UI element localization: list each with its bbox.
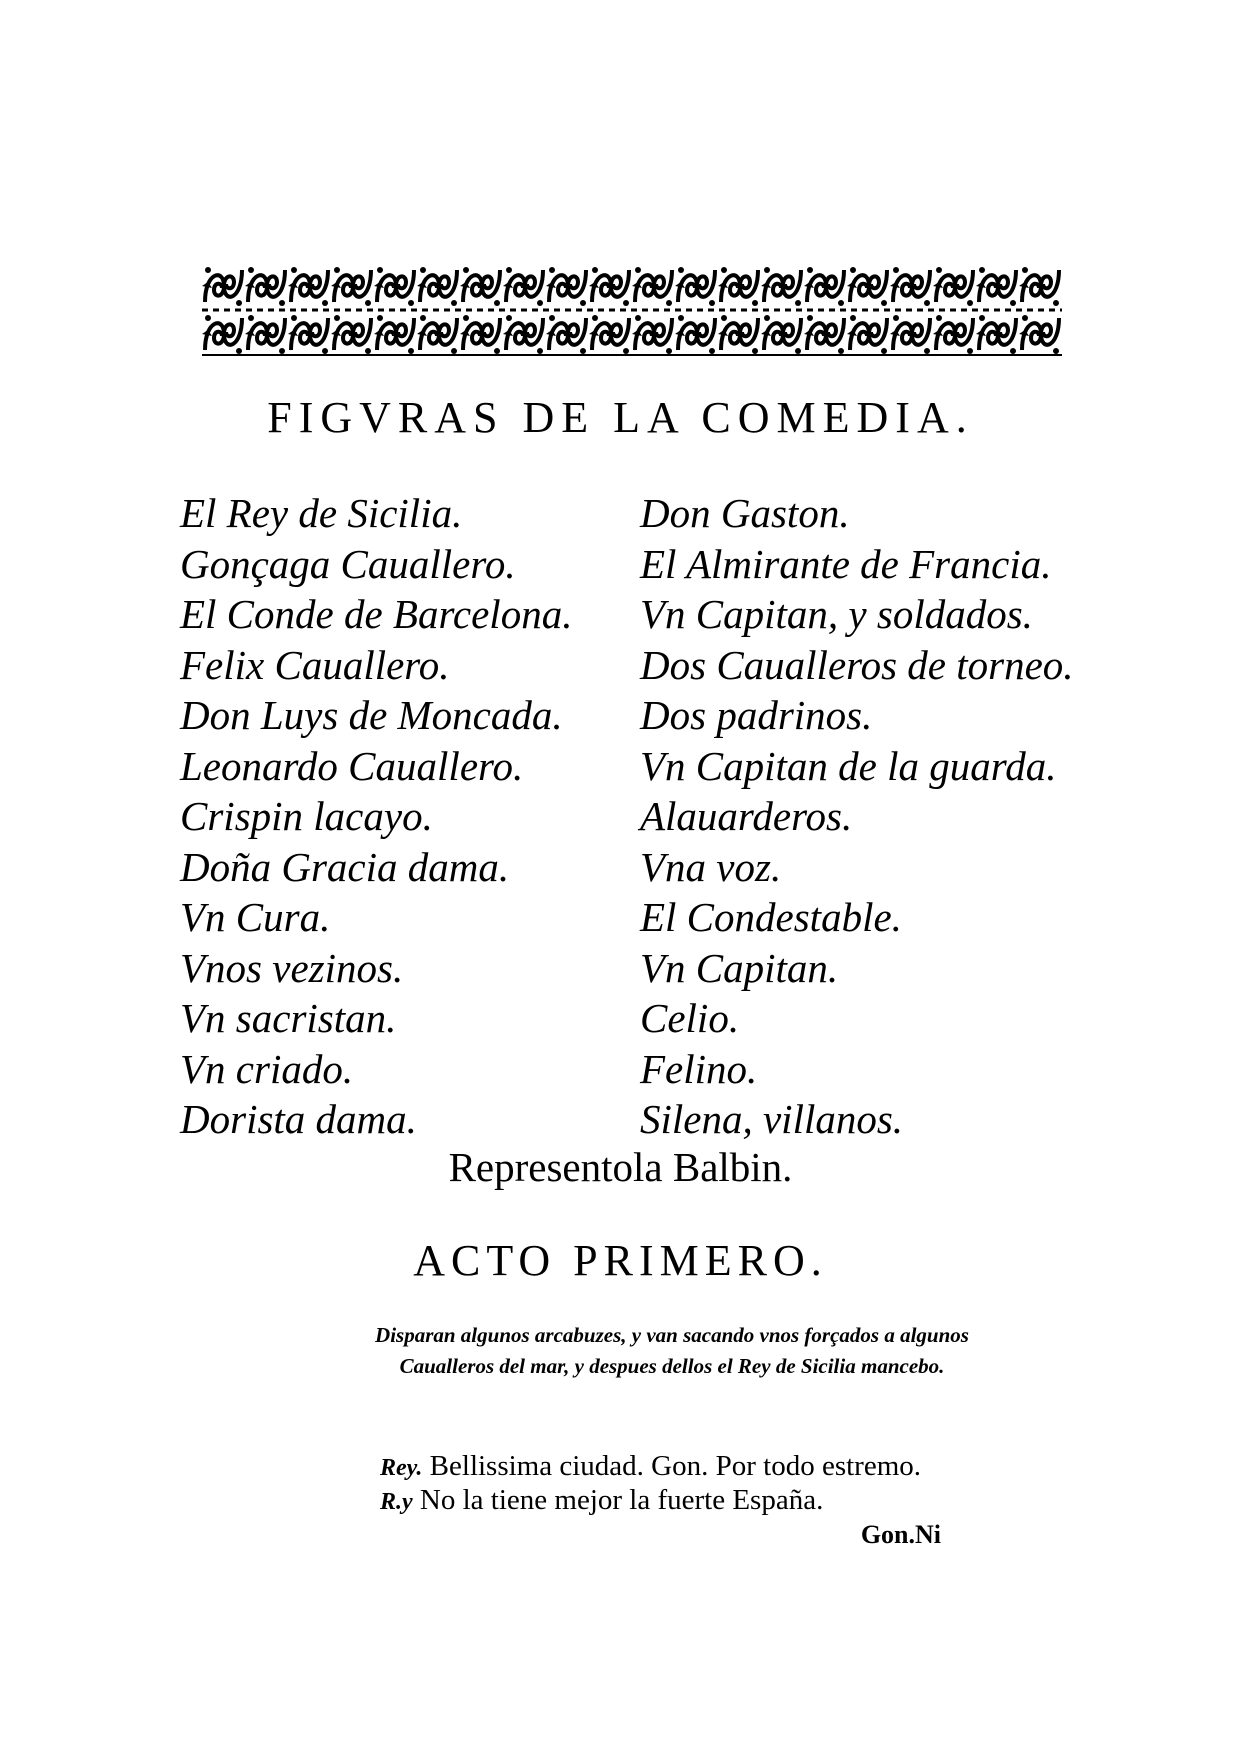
cast-entry: Dorista dama. bbox=[180, 1096, 417, 1142]
cast-entry: Dos padrinos. bbox=[640, 692, 873, 738]
act-heading: ACTO PRIMERO. bbox=[413, 1236, 828, 1285]
cast-entry: Don Gaston. bbox=[640, 490, 850, 536]
verse-text: No la tiene mejor la fuerte España. bbox=[419, 1484, 824, 1516]
cast-list-right bbox=[640, 488, 1074, 1145]
cast-entry: Crispin lacayo. bbox=[180, 793, 433, 839]
cast-entry: Vn Cura. bbox=[180, 894, 331, 940]
cast-entry: Vnos vezinos. bbox=[180, 944, 404, 991]
cast-entry: Vn Capitan de la guarda. bbox=[640, 742, 1057, 789]
stage-direction: Disparan algunos arcabuzes, y van sacando vnos forçados a algunos Caualleros del mar, y despues dellos el Rey de Sicilia mancebo. bbox=[375, 1323, 969, 1378]
cast-entry: El Rey de Sicilia. bbox=[180, 490, 463, 536]
cast-entry: Leonardo Cauallero. bbox=[180, 742, 524, 789]
speaker-label: R.y bbox=[380, 1489, 413, 1515]
cast-entry: Alauarderos. bbox=[640, 793, 853, 839]
cast-entry: Vn Capitan, y soldados. bbox=[640, 591, 1033, 637]
cast-entry: Felino. bbox=[640, 1045, 758, 1092]
cast-entry: Vn criado. bbox=[180, 1045, 354, 1092]
cast-list-left bbox=[180, 488, 572, 1145]
cast-entry: Vn sacristan. bbox=[180, 995, 397, 1041]
verse-line bbox=[380, 1484, 960, 1518]
verse-text: Bellissima ciudad. Gon. Por todo estremo. bbox=[429, 1450, 922, 1482]
cast-entry: Vna voz. bbox=[640, 843, 782, 890]
verse-line bbox=[380, 1450, 960, 1484]
cast-entry: Celio. bbox=[640, 995, 740, 1041]
cast-entry: Vn Capitan. bbox=[640, 944, 839, 991]
cast-entry: Doña Gracia dama. bbox=[180, 843, 510, 890]
cast-entry: Don Luys de Moncada. bbox=[180, 692, 563, 738]
page-title: FIGVRAS DE LA COMEDIA. bbox=[267, 393, 974, 442]
speaker-label: Rey. bbox=[380, 1455, 423, 1481]
cast-entry: Felix Cauallero. bbox=[180, 641, 450, 688]
catchword: Gon.Ni bbox=[860, 1520, 941, 1549]
decorative-ornament-band bbox=[202, 262, 1062, 358]
cast-entry: El Condestable. bbox=[640, 894, 902, 940]
performer-line: Representola Balbin. bbox=[448, 1144, 793, 1190]
cast-entry: El Almirante de Francia. bbox=[640, 540, 1052, 587]
cast-entry: Gonçaga Cauallero. bbox=[180, 540, 516, 587]
cast-entry: El Conde de Barcelona. bbox=[180, 591, 573, 637]
cast-entry: Silena, villanos. bbox=[640, 1096, 904, 1142]
cast-entry: Dos Caualleros de torneo. bbox=[640, 641, 1074, 688]
